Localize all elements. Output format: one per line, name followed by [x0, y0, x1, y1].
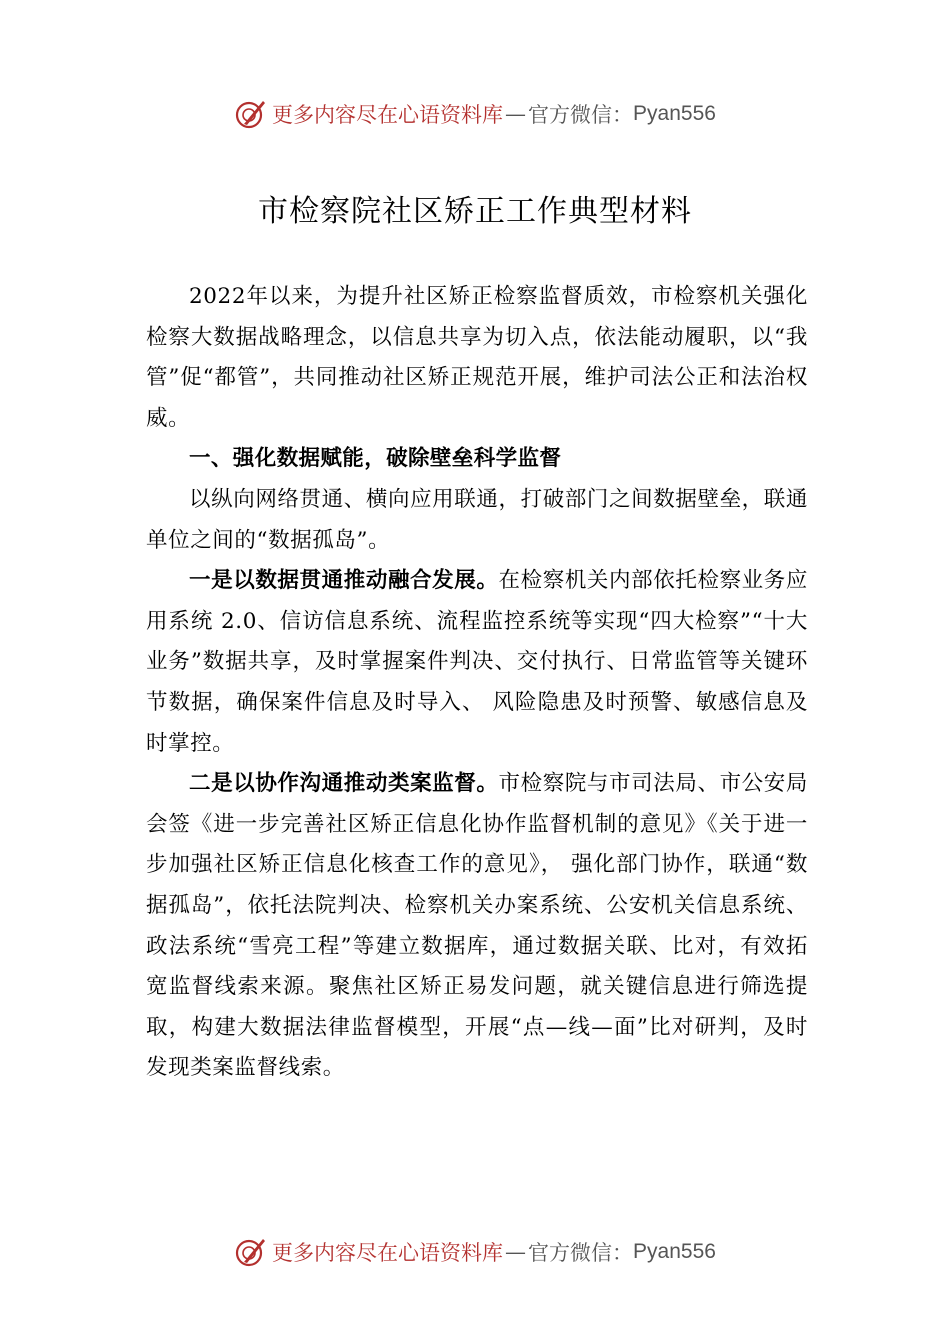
quill-seal-icon	[234, 1235, 268, 1269]
wechat-id: Pyan556	[633, 102, 716, 125]
point-text-2: 市检察院与市司法局、市公安局会签《进一步完善社区矫正信息化协作监督机制的意见》《关于进一步加强社区矫正信息化核查工作的意见》， 强化部门协作，联通“数据孤岛”，依托法院判决、检察机关办案系统、公安机关信息系统、政法系统“雪亮工程”等建立数据库，通过数据关联、比对，有效拓宽监督线索来源。聚焦社区矫正易发问题，就关键信息进行筛选提取，构建大数据法律监督模型，开展“点—线—面”比对研判，及时发现类案监督线索。	[146, 771, 808, 1081]
footer-watermark	[0, 1232, 950, 1272]
document-title: 市检察院社区矫正工作典型材料	[258, 194, 692, 229]
document-body	[146, 277, 808, 1089]
header-watermark	[0, 94, 950, 134]
section-paragraph: 以纵向网络贯通、横向应用联通，打破部门之间数据壁垒，联通单位之间的“数据孤岛”。	[146, 486, 808, 553]
watermark-separator: —	[505, 1240, 527, 1264]
point-lead-1: 一是以数据贯通推动融合发展。	[189, 568, 499, 594]
watermark-separator: —	[505, 102, 527, 126]
wechat-label: 官方微信：	[528, 103, 634, 127]
intro-paragraph: 2022年以来，为提升社区矫正检察监督质效，市检察机关强化检察大数据战略理念，以信息共享为切入点，依法能动履职，以“我管”促“都管”，共同推动社区矫正规范开展，维护司法公正和法治权威。	[146, 284, 808, 431]
watermark-text: 更多内容尽在心语资料库	[272, 1241, 504, 1265]
point-lead-2: 二是以协作沟通推动类案监督。	[189, 771, 499, 797]
point-paragraph-1	[146, 561, 808, 764]
point-text-1: 在检察机关内部依托检察业务应用系统 2.0、信访信息系统、流程监控系统等实现“四大检察”“十大业务”数据共享，及时掌握案件判决、交付执行、日常监管等关键环节数据，确保案件信息及时导入、 风险隐患及时预警、敏感信息及时掌控。	[146, 568, 808, 756]
wechat-label: 官方微信：	[528, 1241, 634, 1265]
quill-seal-icon	[234, 97, 268, 131]
watermark-text: 更多内容尽在心语资料库	[272, 103, 504, 127]
wechat-id: Pyan556	[633, 1240, 716, 1263]
point-paragraph-2	[146, 764, 808, 1089]
section-heading: 一、强化数据赋能，破除壁垒科学监督	[189, 446, 562, 472]
